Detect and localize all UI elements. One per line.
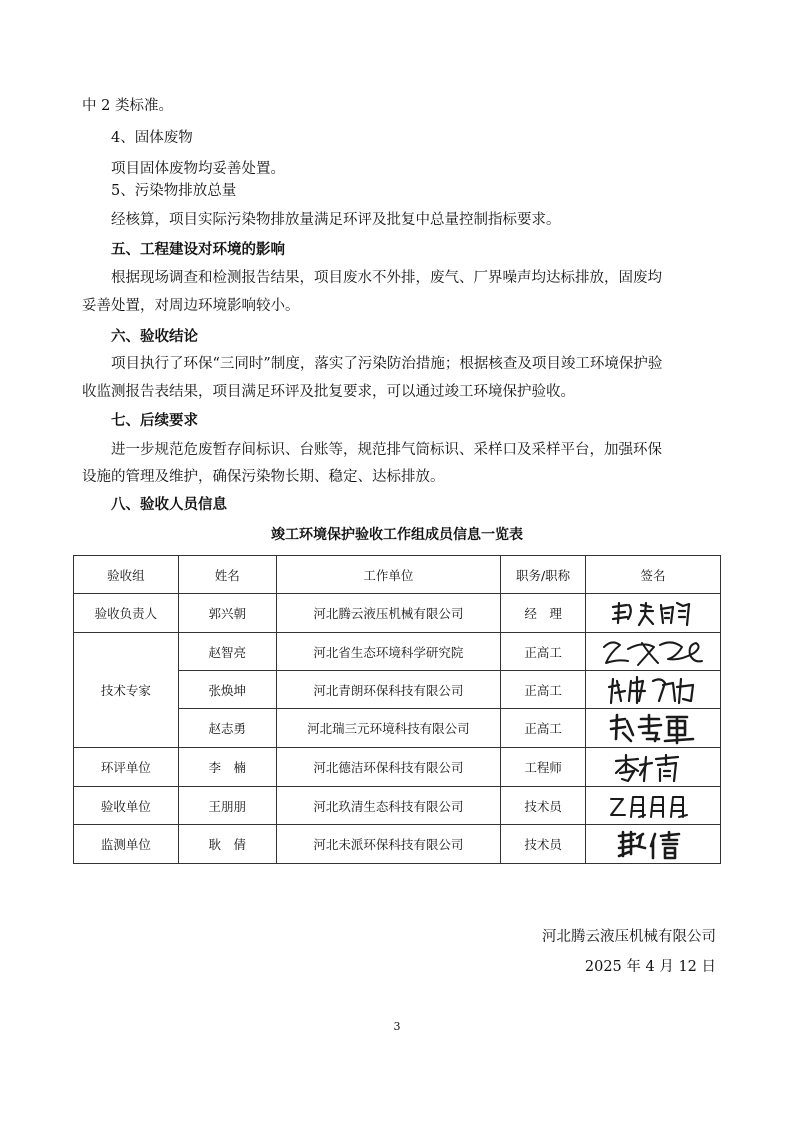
title-cell: 技术员 [501, 825, 586, 864]
section-heading: 五、工程建设对环境的影响 [111, 242, 285, 258]
table-row [74, 633, 721, 671]
table-row [74, 787, 721, 825]
text-line: 进一步规范危废暂存间标识、台账等，规范排气筒标识、采样口及采样平台，加强环保 [111, 442, 662, 458]
column-header: 姓名 [178, 556, 276, 594]
table-row [74, 594, 721, 633]
company-signature: 河北腾云液压机械有限公司 [542, 929, 716, 945]
group-cell: 验收单位 [74, 787, 179, 825]
column-header: 验收组 [74, 556, 179, 594]
signature-cell [586, 633, 721, 671]
text-line: 收监测报告表结果，项目满足环评及批复要求，可以通过竣工环境保护验收。 [82, 384, 575, 400]
table-row [74, 748, 721, 787]
unit-cell: 河北省生态环境科学研究院 [276, 633, 501, 671]
subsection-title: 5、污染物排放总量 [111, 183, 237, 199]
name-cell: 赵志勇 [178, 709, 276, 748]
unit-cell: 河北德洁环保科技有限公司 [276, 748, 501, 787]
signature-cell [586, 825, 721, 864]
name-cell: 李 楠 [178, 748, 276, 787]
title-cell: 技术员 [501, 787, 586, 825]
name-cell: 王朋朋 [178, 787, 276, 825]
column-header: 工作单位 [276, 556, 501, 594]
text-line: 设施的管理及维护，确保污染物长期、稳定、达标排放。 [82, 469, 445, 485]
handwritten-signature [603, 673, 703, 707]
handwritten-signature [603, 711, 703, 745]
name-cell: 耿 倩 [178, 825, 276, 864]
text-line: 中 2 类标准。 [82, 98, 173, 114]
table-row [74, 825, 721, 864]
unit-cell: 河北未派环保科技有限公司 [276, 825, 501, 864]
signature-cell [586, 709, 721, 748]
group-cell: 环评单位 [74, 748, 179, 787]
unit-cell: 河北青朗环保科技有限公司 [276, 671, 501, 709]
handwritten-signature [603, 597, 703, 629]
group-cell: 验收负责人 [74, 594, 179, 633]
text-line: 项目执行了环保“三同时”制度，落实了污染防治措施；根据核查及项目竣工环境保护验 [111, 356, 663, 372]
title-cell: 正高工 [501, 671, 586, 709]
signature-cell [586, 748, 721, 787]
title-cell: 正高工 [501, 709, 586, 748]
title-cell: 正高工 [501, 633, 586, 671]
signature-cell [586, 787, 721, 825]
name-cell: 赵智亮 [178, 633, 276, 671]
signature-cell [586, 671, 721, 709]
document-date: 2025 年 4 月 12 日 [584, 959, 716, 975]
text-line: 经核算，项目实际污染物排放量满足环评及批复中总量控制指标要求。 [111, 212, 561, 228]
column-header: 签名 [586, 556, 721, 594]
text-line: 妥善处置，对周边环境影响较小。 [82, 298, 300, 314]
title-cell: 经 理 [501, 594, 586, 633]
text-line: 项目固体废物均妥善处置。 [111, 161, 285, 177]
handwritten-signature [613, 828, 693, 860]
group-cell: 监测单位 [74, 825, 179, 864]
handwritten-signature [598, 635, 708, 669]
page-number: 3 [393, 1020, 401, 1033]
text-line: 根据现场调查和检测报告结果，项目废水不外排，废气、厂界噪声均达标排放，固废均 [111, 270, 662, 286]
unit-cell: 河北腾云液压机械有限公司 [276, 594, 501, 633]
signature-cell [586, 594, 721, 633]
name-cell: 张焕坤 [178, 671, 276, 709]
name-cell: 郭兴朝 [178, 594, 276, 633]
section-heading: 八、验收人员信息 [111, 497, 227, 513]
unit-cell: 河北瑞三元环境科技有限公司 [276, 709, 501, 748]
section-heading: 七、后续要求 [111, 413, 198, 429]
members-table [73, 555, 721, 864]
unit-cell: 河北玖清生态科技有限公司 [276, 787, 501, 825]
subsection-title: 4、固体废物 [111, 130, 193, 146]
section-heading: 六、验收结论 [111, 329, 198, 345]
handwritten-signature [608, 751, 698, 783]
group-cell: 技术专家 [74, 633, 179, 748]
column-header: 职务/职称 [501, 556, 586, 594]
title-cell: 工程师 [501, 748, 586, 787]
table-header-row [74, 556, 721, 594]
table-caption: 竣工环境保护验收工作组成员信息一览表 [271, 527, 523, 543]
handwritten-signature [603, 791, 703, 821]
